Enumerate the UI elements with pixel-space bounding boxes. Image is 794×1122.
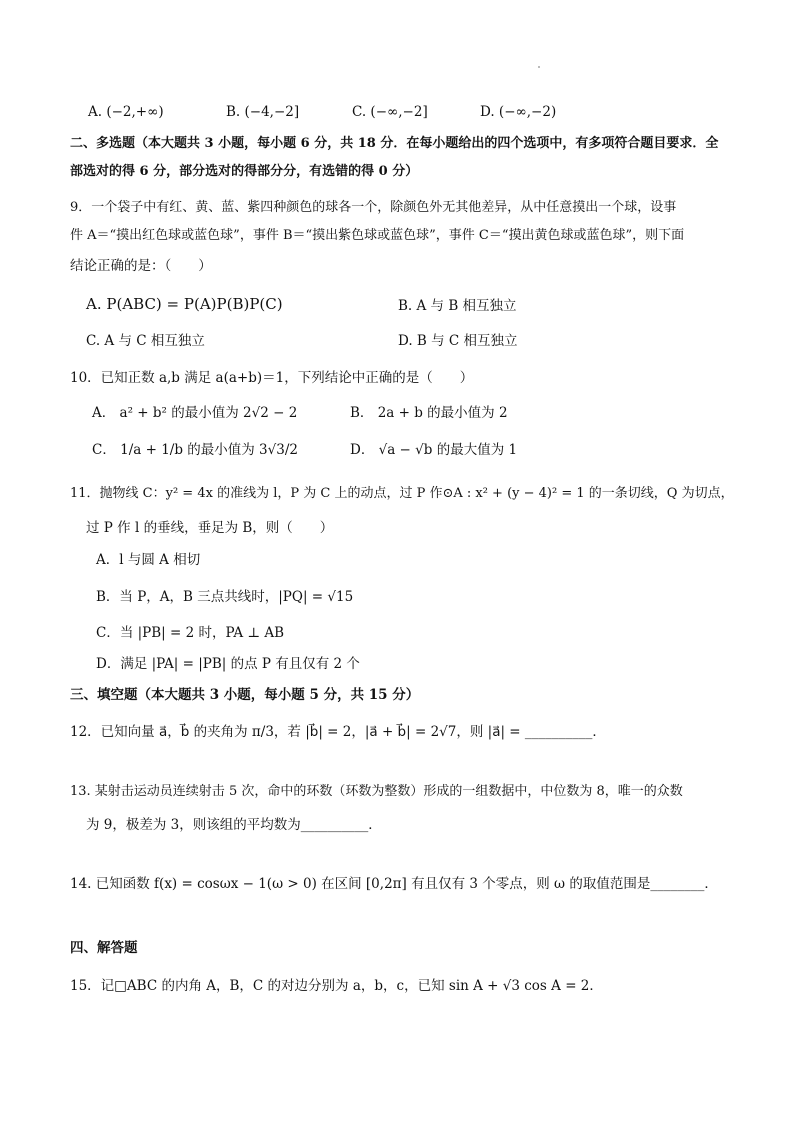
- q12-question: 12．已知向量 a⃗，b⃗ 的夹角为 π/3，若 |b⃗| = 2，|a⃗ + b⃗| = 2√7，则 |a⃗| = __________．: [70, 724, 606, 740]
- q8-option-c: C. (−∞,−2]: [352, 104, 428, 120]
- q8-option-d: D. (−∞,−2): [480, 104, 557, 120]
- q11-stem-line2: 过 P 作 l 的垂线，垂足为 B，则（ ）: [86, 520, 334, 536]
- section3-heading: 三、填空题（本大题共 3 小题，每小题 5 分，共 15 分）: [70, 687, 420, 703]
- q9-option-a: A. P(ABC) = P(A)P(B)P(C): [86, 295, 283, 313]
- scan-dot: [538, 66, 540, 68]
- section2-heading-line2: 部选对的得 6 分，部分选对的得部分分，有选错的得 0 分）: [70, 164, 419, 179]
- q9-option-d: D. B 与 C 相互独立: [398, 333, 518, 349]
- q10-option-b: B． 2a + b 的最小值为 2: [350, 405, 508, 421]
- q8-option-a: A. (−2,+∞): [88, 104, 164, 120]
- q11-option-d: D．满足 |PA| = |PB| 的点 P 有且仅有 2 个: [96, 656, 360, 672]
- q9-option-b: B. A 与 B 相互独立: [398, 298, 517, 314]
- q14-question: 14. 已知函数 f(x) = cosωx − 1(ω > 0) 在区间 [0,2π] 有且仅有 3 个零点，则 ω 的取值范围是________．: [70, 876, 718, 892]
- q11-option-b: B．当 P，A，B 三点共线时，|PQ| = √15: [96, 589, 354, 605]
- q10-option-a: A． a² + b² 的最小值为 2√2 − 2: [92, 405, 298, 421]
- q10-stem: 10．已知正数 a,b 满足 a(a+b)＝1，下列结论中正确的是（ ）: [70, 370, 474, 386]
- q9-stem-line2: 件 A＝“摸出红色球或蓝色球”，事件 B＝“摸出紫色球或蓝色球”，事件 C＝“摸出黄色球或蓝色球”，则下面: [70, 228, 685, 243]
- q10-option-c: C． 1/a + 1/b 的最小值为 3√3/2: [92, 442, 298, 458]
- q13-line1: 13. 某射击运动员连续射击 5 次，命中的环数（环数为整数）形成的一组数据中，中位数为 8，唯一的众数: [70, 784, 683, 799]
- q9-stem-line3: 结论正确的是：（ ）: [70, 258, 212, 274]
- q11-stem-line1: 11．抛物线 C：y² = 4x 的准线为 l，P 为 C 上的动点，过 P 作⊙A : x² + (y − 4)² = 1 的一条切线，Q 为切点，: [70, 486, 734, 501]
- q11-option-c: C．当 |PB| = 2 时，PA ⊥ AB: [96, 625, 285, 641]
- q8-option-b: B. (−4,−2]: [226, 104, 300, 120]
- q13-line2: 为 9，极差为 3，则该组的平均数为__________．: [86, 817, 382, 833]
- q9-stem-line1: 9．一个袋子中有红、黄、蓝、紫四种颜色的球各一个，除颜色外无其他差异，从中任意摸出一个球，设事: [70, 200, 677, 215]
- section4-heading: 四、解答题: [70, 940, 138, 956]
- q9-option-c: C. A 与 C 相互独立: [86, 333, 205, 349]
- q15-question: 15．记□ABC 的内角 A，B，C 的对边分别为 a，b，c，已知 sin A + √3 cos A = 2．: [70, 978, 603, 994]
- section2-heading-line1: 二、多选题（本大题共 3 小题，每小题 6 分，共 18 分．在每小题给出的四个选项中，有多项符合题目要求．全: [70, 136, 719, 151]
- q11-option-a: A．l 与圆 A 相切: [96, 552, 201, 568]
- q10-option-d: D． √a − √b 的最大值为 1: [350, 442, 518, 458]
